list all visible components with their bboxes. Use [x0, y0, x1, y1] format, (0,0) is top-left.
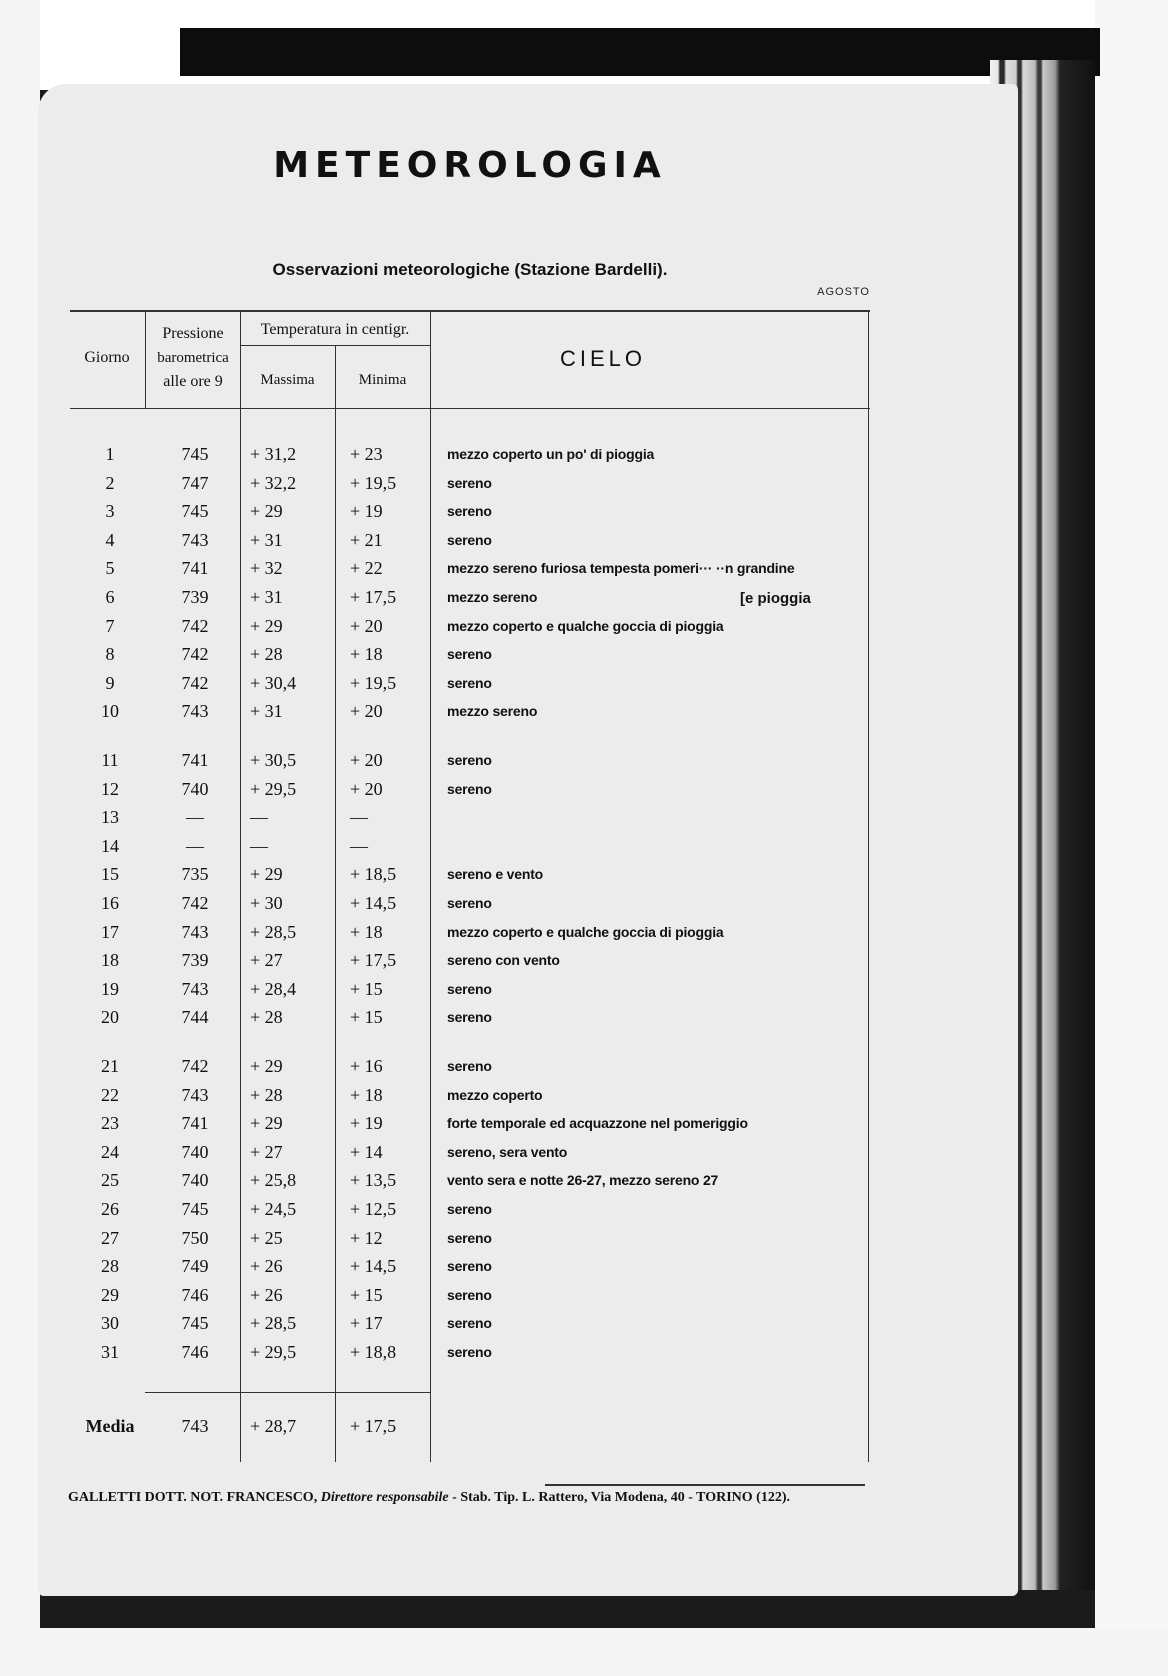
media-rule — [145, 1392, 430, 1393]
min-temp-cell: + 16 — [350, 1056, 383, 1076]
sky-cell: mezzo coperto un po' di pioggia — [447, 446, 655, 462]
day-cell: 20 — [101, 1007, 119, 1027]
pressure-cell: 735 — [181, 864, 209, 884]
sky-cell: sereno — [447, 1287, 492, 1303]
table-row — [0, 497, 980, 525]
min-temp-cell: + 17,5 — [350, 587, 397, 607]
min-temp-cell: + 14 — [350, 1142, 383, 1162]
sky-cell: sereno — [447, 752, 492, 768]
day-cell: 23 — [101, 1113, 119, 1133]
table-row — [0, 1252, 980, 1280]
max-temp-cell: + 29,5 — [250, 1342, 297, 1362]
min-temp-cell: + 22 — [350, 558, 383, 578]
sky-cell: sereno — [447, 1201, 492, 1217]
max-temp-cell: + 29 — [250, 616, 283, 636]
max-temp-cell: — — [250, 807, 268, 827]
min-temp-cell: + 13,5 — [350, 1170, 397, 1190]
day-cell: 24 — [101, 1142, 119, 1162]
table-row — [0, 946, 980, 974]
day-cell: 31 — [101, 1342, 119, 1362]
min-temp-cell: + 18 — [350, 1085, 383, 1105]
day-cell: 14 — [101, 836, 119, 856]
day-cell: 27 — [101, 1228, 119, 1248]
header-giorno: Giorno — [84, 349, 130, 366]
media-label: Media — [85, 1416, 135, 1436]
day-cell: 22 — [101, 1085, 119, 1105]
max-temp-cell: + 26 — [250, 1285, 283, 1305]
pressure-cell: 745 — [181, 501, 209, 521]
min-temp-cell: + 19,5 — [350, 473, 397, 493]
pressure-cell: 742 — [181, 893, 209, 913]
min-temp-cell: — — [350, 836, 368, 856]
max-temp-cell: + 25,8 — [250, 1170, 297, 1190]
min-temp-cell: + 17,5 — [350, 950, 397, 970]
sky-cell: sereno — [447, 675, 492, 691]
pressure-cell: — — [186, 807, 204, 827]
day-cell: 10 — [101, 701, 119, 721]
footer-role: Direttore responsabile — [320, 1490, 449, 1505]
pressure-cell: 741 — [181, 1113, 209, 1133]
max-temp-cell: + 25 — [250, 1228, 283, 1248]
day-cell: 5 — [105, 558, 115, 578]
day-cell: 21 — [101, 1056, 119, 1076]
sky-cell: sereno, sera vento — [447, 1144, 568, 1160]
day-cell: 25 — [101, 1170, 119, 1190]
sky-cell: sereno con vento — [447, 952, 560, 968]
footer-printer: - Stab. Tip. L. Rattero, Via Modena, 40 - TORINO (122). — [448, 1490, 791, 1505]
day-cell: 1 — [105, 444, 115, 464]
min-temp-cell: + 18,8 — [350, 1342, 397, 1362]
day-cell: 11 — [101, 750, 119, 770]
day-cell: 29 — [101, 1285, 119, 1305]
max-temp-cell: + 27 — [250, 950, 283, 970]
day-cell: 13 — [101, 807, 119, 827]
max-temp-cell: + 29 — [250, 1113, 283, 1133]
sky-cell: sereno — [447, 646, 492, 662]
max-temp-cell: + 28,5 — [250, 1313, 297, 1333]
day-cell: 3 — [105, 501, 115, 521]
table-row — [0, 1309, 980, 1337]
sky-cell: mezzo coperto e qualche goccia di pioggia — [447, 924, 724, 940]
day-cell: 17 — [101, 922, 119, 942]
pressure-cell: 743 — [181, 922, 209, 942]
table-row — [0, 697, 980, 725]
pressure-cell: 746 — [181, 1342, 209, 1362]
day-cell: 30 — [101, 1313, 119, 1333]
pressure-cell: 749 — [181, 1256, 209, 1276]
max-temp-cell: + 27 — [250, 1142, 283, 1162]
max-temp-cell: + 30,4 — [250, 673, 297, 693]
min-temp-cell: + 20 — [350, 616, 383, 636]
min-temp-cell: + 14,5 — [350, 1256, 397, 1276]
table-row — [0, 1224, 980, 1252]
sky-cell: sereno e vento — [447, 866, 544, 882]
min-temp-cell: — — [350, 807, 368, 827]
day-cell: 4 — [105, 530, 115, 550]
min-temp-cell: + 20 — [350, 701, 383, 721]
table-row — [0, 612, 980, 640]
sky-cell: sereno — [447, 781, 492, 797]
table-row — [0, 1081, 980, 1109]
table-row — [0, 1166, 980, 1194]
pressure-cell: — — [186, 836, 204, 856]
pressure-cell: 747 — [181, 473, 209, 493]
min-temp-cell: + 19 — [350, 501, 383, 521]
page-title: METEOROLOGIA — [273, 145, 667, 186]
table-row — [0, 918, 980, 946]
table-subtitle: Osservazioni meteorologiche (Stazione Bardelli). — [272, 260, 668, 279]
header-pressione-2: barometrica — [157, 350, 229, 366]
sky-cell: sereno — [447, 895, 492, 911]
footer-editor: GALLETTI DOTT. NOT. FRANCESCO, — [68, 1490, 321, 1505]
pressure-cell: 743 — [181, 701, 209, 721]
media-min: + 17,5 — [350, 1416, 397, 1436]
min-temp-cell: + 18,5 — [350, 864, 397, 884]
table-row — [0, 440, 980, 468]
sky-cell: vento sera e notte 26-27, mezzo sereno 27 — [447, 1172, 719, 1188]
header-temperatura: Temperatura in centigr. — [260, 321, 410, 338]
min-temp-cell: + 18 — [350, 644, 383, 664]
table-row — [0, 583, 980, 611]
max-temp-cell: + 30 — [250, 893, 283, 913]
media-row — [0, 1412, 980, 1440]
pressure-cell: 740 — [181, 1170, 209, 1190]
max-temp-cell: + 31 — [250, 701, 283, 721]
table-row — [0, 526, 980, 554]
min-temp-cell: + 15 — [350, 1285, 383, 1305]
sky-cell: mezzo coperto — [447, 1087, 543, 1103]
pressure-cell: 739 — [181, 950, 209, 970]
footer-imprint — [68, 1490, 868, 1506]
header-cielo: CIELO — [560, 346, 647, 371]
pressure-cell: 745 — [181, 444, 209, 464]
pressure-cell: 743 — [181, 1085, 209, 1105]
scan-bottom-margin — [0, 1628, 1168, 1676]
table-row — [0, 1195, 980, 1223]
table-row — [0, 1138, 980, 1166]
min-temp-cell: + 19,5 — [350, 673, 397, 693]
table-row — [0, 669, 980, 697]
min-temp-cell: + 20 — [350, 750, 383, 770]
table-row — [0, 860, 980, 888]
pressure-cell: 740 — [181, 779, 209, 799]
max-temp-cell: + 29 — [250, 1056, 283, 1076]
day-cell: 7 — [105, 616, 115, 636]
pressure-cell: 740 — [181, 1142, 209, 1162]
max-temp-cell: + 30,5 — [250, 750, 297, 770]
header-massima: Massima — [260, 372, 315, 388]
table-row — [0, 640, 980, 668]
header-bottom-rule — [70, 408, 870, 409]
pressure-cell: 742 — [181, 644, 209, 664]
table-row — [0, 746, 980, 774]
min-temp-cell: + 15 — [350, 1007, 383, 1027]
min-temp-cell: + 12,5 — [350, 1199, 397, 1219]
day-cell: 18 — [101, 950, 119, 970]
table-row — [0, 1338, 980, 1366]
min-temp-cell: + 21 — [350, 530, 383, 550]
pressure-cell: 742 — [181, 616, 209, 636]
min-temp-cell: + 15 — [350, 979, 383, 999]
pressure-cell: 741 — [181, 750, 209, 770]
min-temp-cell: + 19 — [350, 1113, 383, 1133]
day-cell: 28 — [101, 1256, 119, 1276]
sky-cell: sereno — [447, 475, 492, 491]
table-row — [0, 889, 980, 917]
header-minima: Minima — [358, 372, 407, 388]
sky-cell: sereno — [447, 1058, 492, 1074]
max-temp-cell: — — [250, 836, 268, 856]
sky-cell: mezzo sereno — [447, 703, 538, 719]
min-temp-cell: + 17 — [350, 1313, 383, 1333]
min-temp-cell: + 23 — [350, 444, 383, 464]
header-pressione-3: alle ore 9 — [163, 373, 223, 390]
table-row — [0, 803, 980, 831]
table-row — [0, 832, 980, 860]
sky-cell: sereno — [447, 1258, 492, 1274]
header-pressione-1: Pressione — [162, 325, 224, 342]
max-temp-cell: + 29 — [250, 501, 283, 521]
table-row — [0, 1109, 980, 1137]
pressure-cell: 743 — [181, 979, 209, 999]
max-temp-cell: + 26 — [250, 1256, 283, 1276]
max-temp-cell: + 29 — [250, 864, 283, 884]
pressure-cell: 741 — [181, 558, 209, 578]
pressure-cell: 750 — [181, 1228, 209, 1248]
sky-cell: mezzo coperto e qualche goccia di pioggia — [447, 618, 724, 634]
sky-cell: sereno — [447, 503, 492, 519]
day-cell: 6 — [105, 587, 115, 607]
min-temp-cell: + 20 — [350, 779, 383, 799]
day-cell: 9 — [105, 673, 115, 693]
pressure-cell: 745 — [181, 1313, 209, 1333]
min-temp-cell: + 14,5 — [350, 893, 397, 913]
max-temp-cell: + 28 — [250, 644, 283, 664]
max-temp-cell: + 32,2 — [250, 473, 297, 493]
table-top-rule — [70, 310, 870, 312]
month-label: AGOSTO — [817, 286, 870, 298]
day-cell: 2 — [105, 473, 115, 493]
max-temp-cell: + 28 — [250, 1085, 283, 1105]
day-cell: 16 — [101, 893, 119, 913]
pressure-cell: 743 — [181, 530, 209, 550]
table-row — [0, 1052, 980, 1080]
sky-cell: forte temporale ed acquazzone nel pomeriggio — [447, 1115, 748, 1131]
max-temp-cell: + 28,5 — [250, 922, 297, 942]
table-row — [0, 775, 980, 803]
table-row — [0, 975, 980, 1003]
table-row — [0, 469, 980, 497]
table-row — [0, 1003, 980, 1031]
sky-cell: sereno — [447, 1344, 492, 1360]
max-temp-cell: + 32 — [250, 558, 283, 578]
media-max: + 28,7 — [250, 1416, 297, 1436]
day-cell: 12 — [101, 779, 119, 799]
min-temp-cell: + 12 — [350, 1228, 383, 1248]
day6-note: [e pioggia — [740, 590, 811, 607]
sky-cell: mezzo sereno furiosa tempesta pomeri··· ··n grandine — [447, 560, 795, 576]
table-row — [0, 1281, 980, 1309]
table-row — [0, 554, 980, 582]
sky-cell: sereno — [447, 1315, 492, 1331]
sky-cell: sereno — [447, 1230, 492, 1246]
pressure-cell: 745 — [181, 1199, 209, 1219]
sky-cell: sereno — [447, 1009, 492, 1025]
max-temp-cell: + 29,5 — [250, 779, 297, 799]
max-temp-cell: + 28 — [250, 1007, 283, 1027]
sky-cell: sereno — [447, 981, 492, 997]
sky-cell: sereno — [447, 532, 492, 548]
pressure-cell: 742 — [181, 1056, 209, 1076]
pressure-cell: 739 — [181, 587, 209, 607]
footer-rule — [545, 1484, 865, 1486]
day-cell: 15 — [101, 864, 119, 884]
max-temp-cell: + 24,5 — [250, 1199, 297, 1219]
pressure-cell: 746 — [181, 1285, 209, 1305]
day-cell: 8 — [105, 644, 115, 664]
max-temp-cell: + 31,2 — [250, 444, 297, 464]
scan-top-shadow — [180, 28, 1100, 76]
scan-right-margin — [1095, 0, 1168, 1676]
pressure-cell: 744 — [181, 1007, 209, 1027]
max-temp-cell: + 31 — [250, 587, 283, 607]
min-temp-cell: + 18 — [350, 922, 383, 942]
pressure-cell: 742 — [181, 673, 209, 693]
day-cell: 19 — [101, 979, 119, 999]
day-cell: 26 — [101, 1199, 119, 1219]
max-temp-cell: + 31 — [250, 530, 283, 550]
media-pressure: 743 — [181, 1416, 209, 1436]
max-temp-cell: + 28,4 — [250, 979, 297, 999]
sky-cell: mezzo sereno — [447, 589, 538, 605]
